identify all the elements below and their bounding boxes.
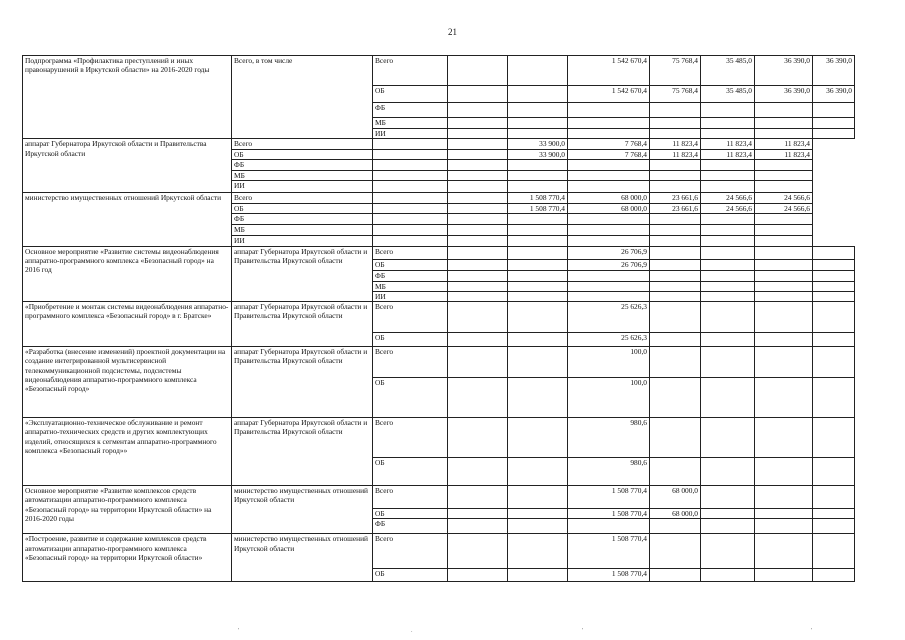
program-cell: «Построение, развитие и содержание комплексов средств автоматизации аппаратно-программного комплекса «Безопасный город» на территории Иркутской области» — [23, 534, 232, 582]
empty-cell — [373, 170, 448, 180]
executor-cell: аппарат Губернатора Иркутской области и Правительства Иркутской области — [232, 418, 373, 486]
source-cell: Всего — [373, 347, 448, 378]
empty-cell — [373, 193, 448, 204]
value-cell: 11 823,4 — [650, 149, 701, 159]
value-cell — [701, 235, 755, 246]
value-cell — [813, 486, 855, 509]
value-cell — [755, 509, 813, 519]
value-cell: 36 390,0 — [755, 56, 813, 86]
value-cell: 7 768,4 — [568, 149, 650, 159]
executor-cell: министерство имущественных отношений Иркутской области — [232, 534, 373, 582]
empty-cell — [448, 204, 508, 214]
empty-cell — [508, 56, 568, 86]
empty-cell — [448, 235, 508, 246]
table-row — [23, 56, 855, 86]
value-cell — [568, 281, 650, 291]
value-cell — [650, 458, 701, 486]
source-cell: ИИ — [232, 181, 373, 193]
value-cell — [701, 259, 755, 270]
value-cell — [508, 235, 568, 246]
value-cell — [568, 118, 650, 129]
value-cell — [568, 225, 650, 235]
value-cell — [650, 347, 701, 378]
program-cell: Основное мероприятие «Развитие комплексов средств автоматизации аппаратно-программного комплекса «Безопасный город» на территории Иркутской области» на 2016-2020 годы — [23, 486, 232, 534]
source-cell: Всего — [373, 246, 448, 259]
value-cell — [755, 159, 813, 170]
program-cell: «Приобретение и монтаж системы видеонаблюдения аппаратно-программного комплекса «Безопасный город» в г. Братске» — [23, 302, 232, 347]
empty-cell — [448, 378, 508, 418]
value-cell — [568, 159, 650, 170]
value-cell: 75 768,4 — [650, 86, 701, 103]
empty-cell — [448, 56, 508, 86]
empty-cell — [508, 103, 568, 118]
value-cell — [701, 347, 755, 378]
value-cell — [813, 378, 855, 418]
empty-cell — [448, 129, 508, 139]
value-cell — [701, 270, 755, 281]
page-number: 21 — [448, 27, 457, 37]
table-row — [23, 534, 855, 569]
value-cell — [701, 569, 755, 582]
value-cell — [755, 519, 813, 534]
table-row — [23, 347, 855, 378]
empty-cell — [373, 139, 448, 149]
source-cell: ОБ — [373, 458, 448, 486]
value-cell — [508, 170, 568, 180]
value-cell — [701, 225, 755, 235]
value-cell — [650, 378, 701, 418]
value-cell — [755, 181, 813, 193]
empty-cell — [448, 281, 508, 291]
value-cell — [813, 129, 855, 139]
program-cell: Подпрограмма «Профилактика преступлений и иных правонарушений в Иркутской области» на 2016-2020 годы — [23, 56, 232, 139]
value-cell: 68 000,0 — [568, 193, 650, 204]
empty-cell — [508, 246, 568, 259]
empty-cell — [448, 569, 508, 582]
empty-cell — [448, 103, 508, 118]
empty-cell — [448, 159, 508, 170]
empty-cell — [508, 418, 568, 458]
value-cell: 23 661,6 — [650, 204, 701, 214]
source-cell: ФБ — [373, 519, 448, 534]
executor-cell: Всего, в том числе — [232, 56, 373, 139]
value-cell — [650, 291, 701, 301]
empty-cell — [448, 86, 508, 103]
value-cell — [755, 418, 813, 458]
value-cell: 25 626,3 — [568, 333, 650, 347]
value-cell — [755, 569, 813, 582]
value-cell — [701, 333, 755, 347]
value-cell — [701, 302, 755, 333]
value-cell — [650, 159, 701, 170]
empty-cell — [373, 159, 448, 170]
source-cell: МБ — [373, 118, 448, 129]
empty-cell — [448, 486, 508, 509]
value-cell: 7 768,4 — [568, 139, 650, 149]
value-cell — [755, 302, 813, 333]
empty-cell — [508, 486, 568, 509]
value-cell — [701, 418, 755, 458]
value-cell: 100,0 — [568, 378, 650, 418]
source-cell: Всего — [373, 56, 448, 86]
value-cell — [813, 519, 855, 534]
empty-cell — [448, 246, 508, 259]
value-cell — [813, 509, 855, 519]
value-cell — [755, 118, 813, 129]
value-cell: 24 566,6 — [701, 193, 755, 204]
value-cell — [701, 458, 755, 486]
value-cell — [701, 170, 755, 180]
value-cell: 68 000,0 — [650, 486, 701, 509]
value-cell: 25 626,3 — [568, 302, 650, 333]
value-cell — [650, 302, 701, 333]
value-cell — [650, 170, 701, 180]
value-cell — [813, 418, 855, 458]
value-cell: 1 542 670,4 — [568, 86, 650, 103]
value-cell — [650, 333, 701, 347]
value-cell — [813, 302, 855, 333]
value-cell: 26 706,9 — [568, 259, 650, 270]
empty-cell — [508, 509, 568, 519]
value-cell — [508, 181, 568, 193]
empty-cell — [448, 214, 508, 225]
value-cell — [755, 333, 813, 347]
value-cell: 980,6 — [568, 418, 650, 458]
value-cell: 75 768,4 — [650, 56, 701, 86]
table-row — [23, 139, 855, 149]
source-cell: МБ — [373, 281, 448, 291]
value-cell — [701, 509, 755, 519]
value-cell — [813, 270, 855, 281]
value-cell — [701, 519, 755, 534]
source-cell: МБ — [232, 225, 373, 235]
value-cell: 980,6 — [568, 458, 650, 486]
value-cell — [755, 129, 813, 139]
source-cell: Всего — [373, 418, 448, 458]
value-cell — [813, 259, 855, 270]
value-cell — [701, 486, 755, 509]
value-cell: 35 485,0 — [701, 86, 755, 103]
value-cell — [755, 281, 813, 291]
value-cell — [701, 129, 755, 139]
value-cell — [650, 246, 701, 259]
program-cell: «Эксплуатационно-техническое обслуживание и ремонт аппаратно-технических средств и других комплектующих изделий, относящихся к сегментам аппаратно-программного комплекса «Безопасный город»» — [23, 418, 232, 486]
empty-cell — [448, 418, 508, 458]
empty-cell — [508, 270, 568, 281]
empty-cell — [508, 129, 568, 139]
value-cell — [813, 291, 855, 301]
source-cell: Всего — [373, 486, 448, 509]
value-cell: 1 508 770,4 — [568, 569, 650, 582]
value-cell — [650, 225, 701, 235]
empty-cell — [373, 214, 448, 225]
source-cell: ОБ — [232, 204, 373, 214]
source-cell: ИИ — [232, 235, 373, 246]
value-cell: 68 000,0 — [650, 509, 701, 519]
value-cell: 24 566,6 — [755, 193, 813, 204]
source-cell: Всего — [232, 139, 373, 149]
source-cell: ФБ — [232, 214, 373, 225]
value-cell: 36 390,0 — [813, 86, 855, 103]
program-cell: «Разработка (внесение изменений) проектной документации на создание интегрированной мультисервисной телекоммуникационной подсистемы, подсистемы видеонаблюдения аппаратно-программного комплекса «Безопасный город» — [23, 347, 232, 418]
empty-cell — [448, 149, 508, 159]
value-cell — [755, 291, 813, 301]
source-cell: МБ — [232, 170, 373, 180]
table-row — [23, 193, 855, 204]
empty-cell — [448, 170, 508, 180]
source-cell: ФБ — [232, 159, 373, 170]
source-cell: ИИ — [373, 129, 448, 139]
value-cell — [701, 118, 755, 129]
empty-cell — [508, 281, 568, 291]
value-cell — [701, 159, 755, 170]
value-cell: 100,0 — [568, 347, 650, 378]
source-cell: ОБ — [373, 86, 448, 103]
executor-cell: министерство имущественных отношений Иркутской области — [23, 193, 232, 247]
value-cell — [650, 281, 701, 291]
source-cell: Всего — [373, 302, 448, 333]
empty-cell — [373, 149, 448, 159]
value-cell — [568, 214, 650, 225]
empty-cell — [448, 458, 508, 486]
empty-cell — [448, 139, 508, 149]
value-cell: 36 390,0 — [755, 86, 813, 103]
value-cell — [701, 378, 755, 418]
empty-cell — [508, 378, 568, 418]
value-cell — [755, 486, 813, 509]
empty-cell — [448, 302, 508, 333]
value-cell — [755, 225, 813, 235]
source-cell: Всего — [232, 193, 373, 204]
value-cell — [755, 534, 813, 569]
value-cell — [568, 291, 650, 301]
empty-cell — [508, 291, 568, 301]
value-cell: 26 706,9 — [568, 246, 650, 259]
empty-cell — [448, 225, 508, 235]
table-row — [23, 486, 855, 509]
empty-cell — [448, 270, 508, 281]
source-cell: ОБ — [373, 333, 448, 347]
value-cell — [701, 246, 755, 259]
value-cell: 11 823,4 — [701, 139, 755, 149]
value-cell: 1 508 770,4 — [568, 534, 650, 569]
empty-cell — [448, 181, 508, 193]
executor-cell: аппарат Губернатора Иркутской области и Правительства Иркутской области — [232, 302, 373, 347]
empty-cell — [373, 225, 448, 235]
empty-cell — [508, 534, 568, 569]
value-cell — [650, 418, 701, 458]
empty-cell — [508, 347, 568, 378]
empty-cell — [508, 333, 568, 347]
program-cell: Основное мероприятие «Развитие системы видеонаблюдения аппаратно-программного комплекса «Безопасный город» на 2016 год — [23, 246, 232, 302]
empty-cell — [448, 193, 508, 204]
empty-cell — [508, 569, 568, 582]
value-cell — [755, 347, 813, 378]
value-cell: 33 900,0 — [508, 139, 568, 149]
value-cell: 23 661,6 — [650, 193, 701, 204]
value-cell — [813, 569, 855, 582]
value-cell — [755, 103, 813, 118]
value-cell: 1 508 770,4 — [568, 509, 650, 519]
source-cell: ФБ — [373, 103, 448, 118]
empty-cell — [448, 509, 508, 519]
value-cell — [813, 333, 855, 347]
value-cell — [568, 170, 650, 180]
value-cell: 24 566,6 — [701, 204, 755, 214]
value-cell — [650, 235, 701, 246]
empty-cell — [448, 333, 508, 347]
value-cell — [650, 259, 701, 270]
value-cell — [650, 118, 701, 129]
value-cell — [650, 129, 701, 139]
value-cell — [755, 458, 813, 486]
value-cell — [650, 519, 701, 534]
source-cell: ОБ — [373, 259, 448, 270]
value-cell: 68 000,0 — [568, 204, 650, 214]
scan-marks: ' . ' ' — [238, 628, 813, 634]
empty-cell — [508, 259, 568, 270]
value-cell — [508, 214, 568, 225]
value-cell — [813, 103, 855, 118]
executor-cell: аппарат Губернатора Иркутской области и Правительства Иркутской области — [232, 246, 373, 302]
value-cell — [813, 281, 855, 291]
value-cell — [568, 103, 650, 118]
empty-cell — [508, 519, 568, 534]
empty-cell — [373, 235, 448, 246]
source-cell: Всего — [373, 534, 448, 569]
value-cell: 1 508 770,4 — [568, 486, 650, 509]
value-cell: 11 823,4 — [701, 149, 755, 159]
source-cell: ИИ — [373, 291, 448, 301]
source-cell: ФБ — [373, 270, 448, 281]
value-cell: 11 823,4 — [755, 139, 813, 149]
value-cell: 33 900,0 — [508, 149, 568, 159]
value-cell — [755, 259, 813, 270]
value-cell — [701, 181, 755, 193]
executor-cell: аппарат Губернатора Иркутской области и Правительства Иркутской области — [232, 347, 373, 418]
value-cell: 36 390,0 — [813, 56, 855, 86]
value-cell — [650, 214, 701, 225]
empty-cell — [448, 259, 508, 270]
value-cell — [568, 129, 650, 139]
empty-cell — [508, 458, 568, 486]
value-cell — [701, 291, 755, 301]
value-cell — [568, 181, 650, 193]
value-cell — [701, 214, 755, 225]
value-cell — [568, 270, 650, 281]
empty-cell — [448, 118, 508, 129]
empty-cell — [448, 291, 508, 301]
empty-cell — [508, 86, 568, 103]
value-cell — [701, 281, 755, 291]
value-cell — [755, 378, 813, 418]
empty-cell — [448, 534, 508, 569]
value-cell — [813, 534, 855, 569]
executor-cell: министерство имущественных отношений Иркутской области — [232, 486, 373, 534]
value-cell — [508, 225, 568, 235]
empty-cell — [448, 347, 508, 378]
empty-cell — [448, 519, 508, 534]
value-cell — [813, 246, 855, 259]
value-cell: 24 566,6 — [755, 204, 813, 214]
value-cell: 11 823,4 — [650, 139, 701, 149]
value-cell: 11 823,4 — [755, 149, 813, 159]
value-cell — [813, 118, 855, 129]
table-row — [23, 246, 855, 259]
value-cell — [755, 246, 813, 259]
table-row — [23, 418, 855, 458]
source-cell: ОБ — [373, 378, 448, 418]
value-cell — [813, 347, 855, 378]
value-cell — [813, 458, 855, 486]
empty-cell — [508, 302, 568, 333]
value-cell — [508, 159, 568, 170]
value-cell — [701, 103, 755, 118]
value-cell: 35 485,0 — [701, 56, 755, 86]
source-cell: ОБ — [232, 149, 373, 159]
value-cell — [650, 270, 701, 281]
table-row — [23, 302, 855, 333]
empty-cell — [373, 204, 448, 214]
value-cell — [650, 103, 701, 118]
value-cell: 1 542 670,4 — [568, 56, 650, 86]
value-cell: 1 508 770,4 — [508, 204, 568, 214]
value-cell — [568, 235, 650, 246]
value-cell — [755, 170, 813, 180]
source-cell: ОБ — [373, 509, 448, 519]
value-cell — [650, 569, 701, 582]
value-cell — [650, 181, 701, 193]
value-cell — [755, 235, 813, 246]
value-cell — [701, 534, 755, 569]
budget-table — [22, 55, 855, 582]
value-cell — [755, 270, 813, 281]
source-cell: ОБ — [373, 569, 448, 582]
value-cell — [755, 214, 813, 225]
value-cell — [650, 534, 701, 569]
value-cell: 1 508 770,4 — [508, 193, 568, 204]
executor-cell: аппарат Губернатора Иркутской области и Правительства Иркутской области — [23, 139, 232, 193]
empty-cell — [508, 118, 568, 129]
empty-cell — [373, 181, 448, 193]
value-cell — [568, 519, 650, 534]
